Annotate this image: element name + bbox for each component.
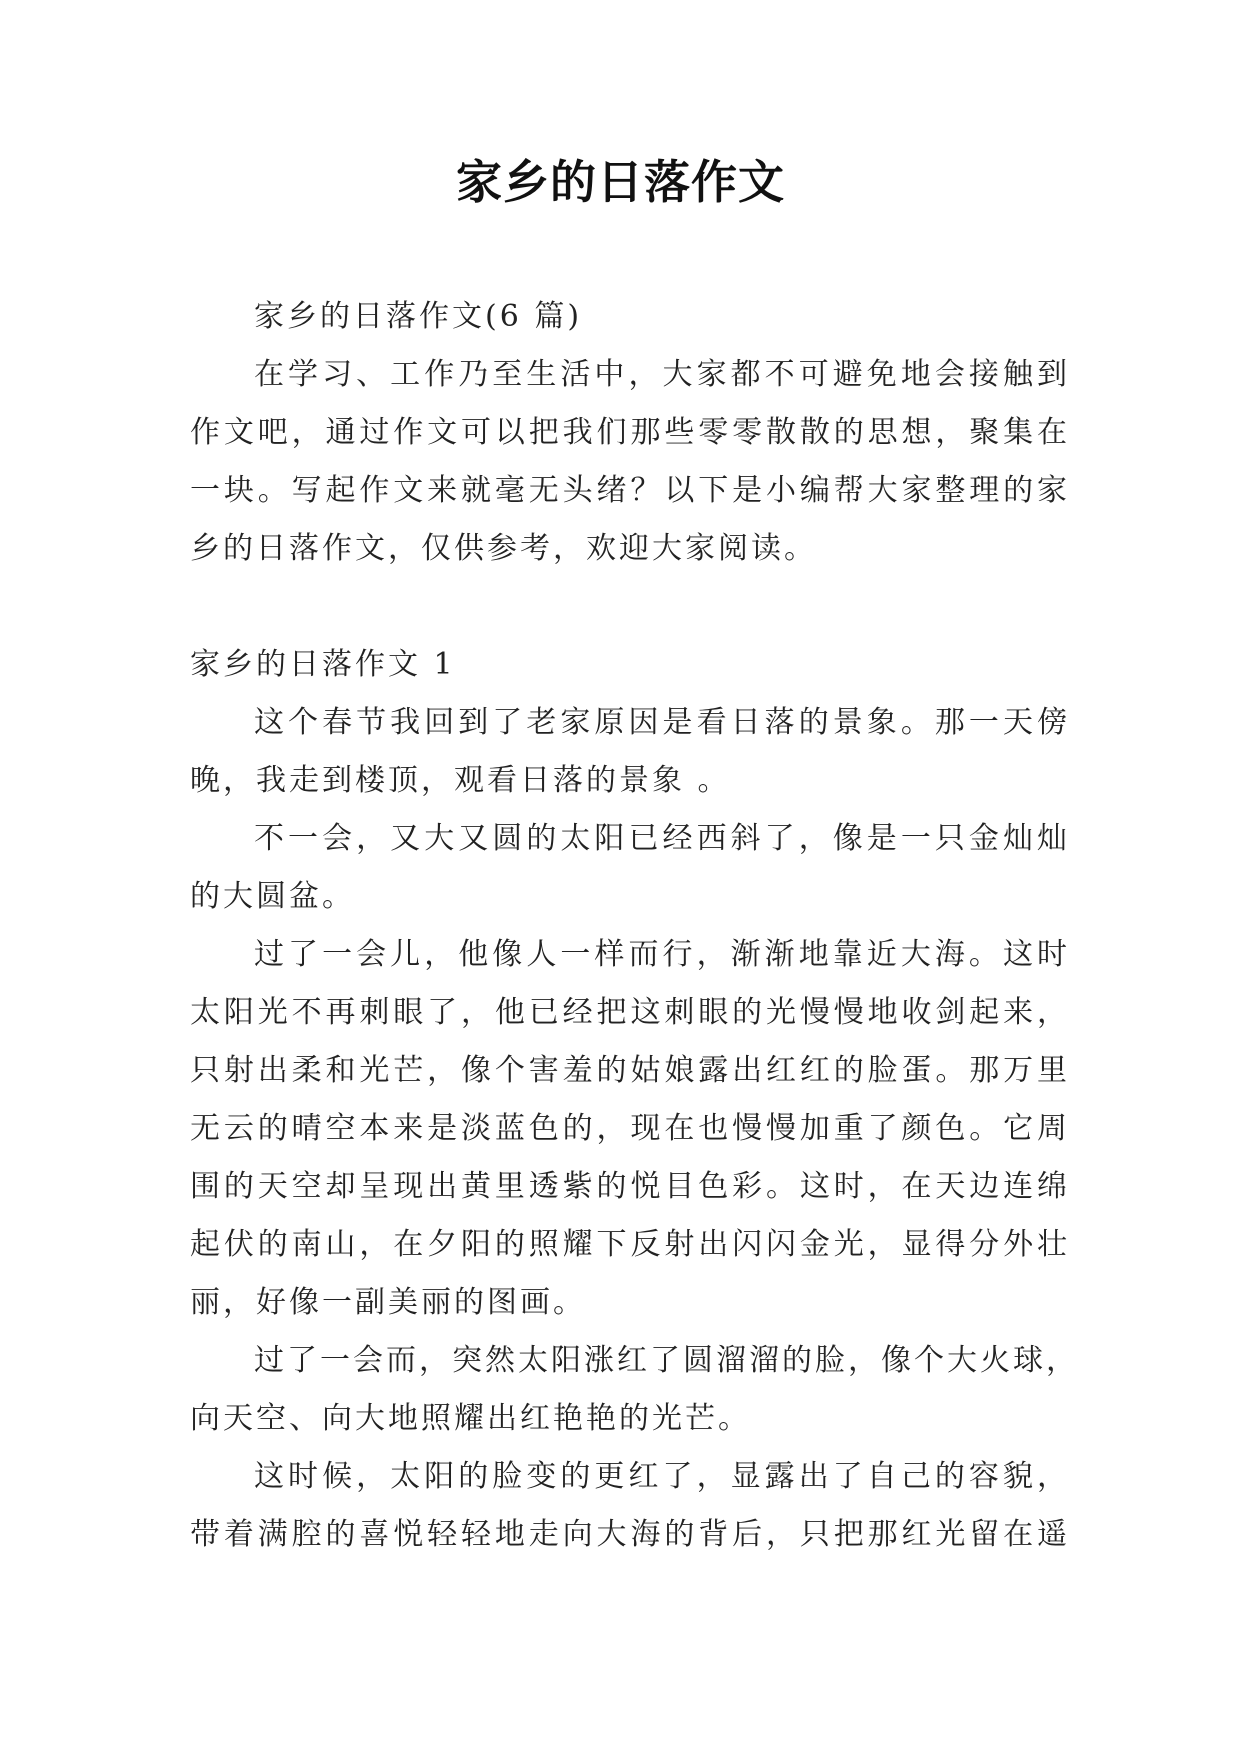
paragraph-line: 这个春节我回到了老家原因是看日落的景象。那一天傍	[254, 705, 1070, 740]
intro-section	[190, 288, 1070, 578]
intro-paragraph-line: 乡的日落作文，仅供参考，欢迎大家阅读。	[190, 531, 817, 566]
paragraph-line: 过了一会儿，他像人一样而行，渐渐地靠近大海。这时	[254, 937, 1070, 972]
paragraph-line: 只射出柔和光芒，像个害羞的姑娘露出红红的脸蛋。那万里	[190, 1053, 1070, 1088]
paragraph-line: 丽，好像一副美丽的图画。	[190, 1285, 586, 1320]
paragraph-line: 不一会，又大又圆的太阳已经西斜了，像是一只金灿灿	[254, 821, 1070, 856]
paragraph-line: 过了一会而，突然太阳涨红了圆溜溜的脸，像个大火球，	[254, 1343, 1079, 1378]
paragraph-line: 围的天空却呈现出黄里透紫的悦目色彩。这时，在天边连绵	[190, 1169, 1070, 1204]
paragraph-line: 起伏的南山，在夕阳的照耀下反射出闪闪金光，显得分外壮	[190, 1227, 1070, 1262]
document-subtitle: 家乡的日落作文(6 篇)	[254, 299, 583, 334]
section-heading: 家乡的日落作文 1	[190, 647, 456, 682]
intro-paragraph-line: 在学习、工作乃至生活中，大家都不可避免地会接触到	[254, 357, 1070, 392]
document-title: 家乡的日落作文	[456, 155, 785, 209]
paragraph-line: 这时候，太阳的脸变的更红了，显露出了自己的容貌，	[254, 1459, 1070, 1494]
paragraph-line: 晚，我走到楼顶，观看日落的景象 。	[190, 763, 731, 798]
intro-paragraph-line: 作文吧，通过作文可以把我们那些零零散散的思想，聚集在	[190, 415, 1070, 450]
paragraph-line: 的大圆盆。	[190, 879, 355, 914]
essay-section	[190, 636, 1079, 1564]
intro-paragraph-line: 一块。写起作文来就毫无头绪？以下是小编帮大家整理的家	[190, 473, 1070, 508]
paragraph-line: 向天空、向大地照耀出红艳艳的光芒。	[190, 1401, 751, 1436]
paragraph-line: 带着满腔的喜悦轻轻地走向大海的背后，只把那红光留在遥	[190, 1517, 1070, 1552]
paragraph-line: 太阳光不再刺眼了，他已经把这刺眼的光慢慢地收剑起来，	[190, 995, 1070, 1030]
paragraph-line: 无云的晴空本来是淡蓝色的，现在也慢慢加重了颜色。它周	[190, 1111, 1070, 1146]
